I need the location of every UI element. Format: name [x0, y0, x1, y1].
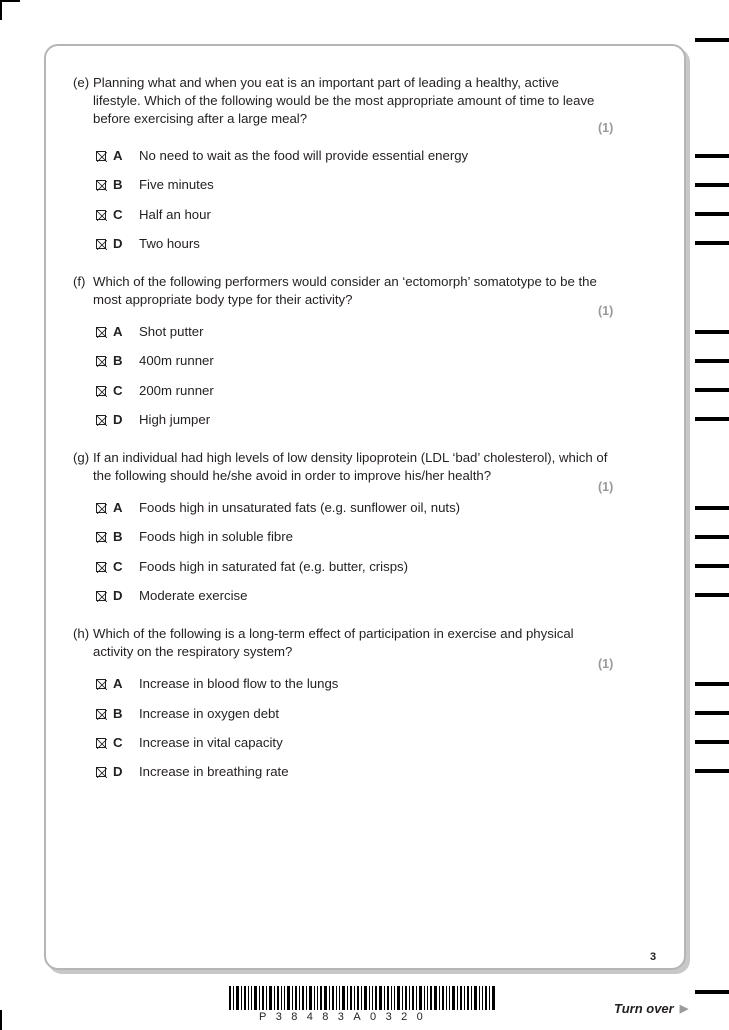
option-text: Half an hour — [139, 207, 211, 222]
question-number: (f) — [73, 274, 86, 289]
option-f-c[interactable] — [96, 382, 214, 400]
option-h-a[interactable] — [96, 675, 338, 693]
option-text: Moderate exercise — [139, 588, 248, 603]
option-text: Two hours — [139, 236, 200, 251]
checkbox[interactable] — [96, 679, 106, 689]
option-letter: C — [113, 383, 123, 398]
marks-label: (1) — [598, 657, 614, 671]
play-arrow-icon: ▶ — [679, 1003, 689, 1015]
checkbox[interactable] — [96, 415, 106, 425]
margin-tick — [695, 769, 729, 773]
option-letter: A — [113, 500, 123, 515]
option-text: 200m runner — [139, 383, 214, 398]
question-text: Which of the following performers would consider an ‘ectomorph’ somatotype to be the most appropriate body type for their activity? — [93, 274, 597, 307]
option-e-c[interactable] — [96, 206, 211, 224]
option-g-b[interactable] — [96, 528, 293, 546]
option-g-c[interactable] — [96, 558, 408, 576]
option-letter: D — [113, 588, 123, 603]
barcode-icon — [229, 986, 495, 1010]
option-text: No need to wait as the food will provide essential energy — [139, 148, 469, 163]
marks-label: (1) — [598, 304, 614, 318]
margin-tick — [695, 38, 729, 42]
marks-label: (1) — [598, 480, 614, 494]
option-g-a[interactable] — [96, 499, 460, 517]
option-f-a[interactable] — [96, 323, 204, 341]
option-letter: B — [113, 706, 123, 721]
checkbox[interactable] — [96, 180, 106, 190]
margin-tick — [695, 535, 729, 539]
option-f-d[interactable] — [96, 411, 210, 429]
option-g-d[interactable] — [96, 587, 247, 605]
option-letter: B — [113, 177, 123, 192]
question-number: (e) — [73, 75, 90, 90]
option-letter: D — [113, 236, 123, 251]
margin-tick — [695, 154, 729, 158]
margin-tick — [695, 682, 729, 686]
margin-tick — [695, 359, 729, 363]
question-g — [73, 449, 613, 485]
margin-tick — [695, 330, 729, 334]
margin-tick — [695, 740, 729, 744]
checkbox[interactable] — [96, 503, 106, 513]
turn-over — [614, 1001, 688, 1016]
option-text: Foods high in soluble fibre — [139, 529, 293, 544]
margin-tick — [695, 564, 729, 568]
margin-tick — [695, 990, 729, 994]
checkbox[interactable] — [96, 591, 106, 601]
option-e-a[interactable] — [96, 147, 468, 165]
margin-tick — [695, 506, 729, 510]
option-text: 400m runner — [139, 353, 214, 368]
option-letter: A — [113, 324, 123, 339]
margin-tick — [695, 241, 729, 245]
margin-tick — [695, 417, 729, 421]
crop-mark-top-left-vertical — [0, 0, 2, 20]
question-f — [73, 273, 603, 309]
option-h-d[interactable] — [96, 763, 289, 781]
margin-tick — [695, 183, 729, 187]
option-letter: C — [113, 559, 123, 574]
question-e — [73, 74, 603, 128]
option-letter: B — [113, 529, 123, 544]
checkbox[interactable] — [96, 532, 106, 542]
option-text: Foods high in saturated fat (e.g. butter, crisps) — [139, 559, 409, 574]
option-text: Shot putter — [139, 324, 204, 339]
option-letter: B — [113, 353, 123, 368]
margin-tick — [695, 711, 729, 715]
option-text: Five minutes — [139, 177, 214, 192]
option-e-d[interactable] — [96, 235, 200, 253]
crop-mark-bottom-left-vertical — [0, 1010, 2, 1030]
question-h — [73, 625, 603, 661]
question-text: If an individual had high levels of low density lipoprotein (LDL ‘bad’ cholesterol), which of the following should he/she avoid in order to improve his/her health? — [93, 450, 608, 483]
question-number: (g) — [73, 450, 90, 465]
checkbox[interactable] — [96, 767, 106, 777]
checkbox[interactable] — [96, 562, 106, 572]
turn-over-label: Turn over — [614, 1001, 674, 1016]
option-text: High jumper — [139, 412, 211, 427]
option-letter: A — [113, 148, 123, 163]
option-e-b[interactable] — [96, 176, 214, 194]
option-text: Increase in oxygen debt — [139, 706, 280, 721]
checkbox[interactable] — [96, 210, 106, 220]
checkbox[interactable] — [96, 327, 106, 337]
crop-mark-top-left-horizontal — [0, 0, 20, 2]
checkbox[interactable] — [96, 151, 106, 161]
option-text: Foods high in unsaturated fats (e.g. sunflower oil, nuts) — [139, 500, 461, 515]
option-f-b[interactable] — [96, 352, 214, 370]
margin-tick — [695, 593, 729, 597]
option-text: Increase in blood flow to the lungs — [139, 676, 339, 691]
option-text: Increase in breathing rate — [139, 764, 289, 779]
question-number: (h) — [73, 626, 90, 641]
checkbox[interactable] — [96, 709, 106, 719]
question-text: Which of the following is a long-term effect of participation in exercise and physical activity on the respiratory system? — [93, 626, 574, 659]
option-text: Increase in vital capacity — [139, 735, 283, 750]
option-letter: C — [113, 207, 123, 222]
checkbox[interactable] — [96, 356, 106, 366]
option-h-c[interactable] — [96, 734, 283, 752]
page-number: 3 — [650, 951, 657, 963]
option-letter: D — [113, 412, 123, 427]
option-h-b[interactable] — [96, 705, 279, 723]
option-letter: D — [113, 764, 123, 779]
checkbox[interactable] — [96, 738, 106, 748]
checkbox[interactable] — [96, 239, 106, 249]
barcode-text: P38483A0320 — [259, 1011, 433, 1023]
option-letter: A — [113, 676, 123, 691]
checkbox[interactable] — [96, 386, 106, 396]
option-letter: C — [113, 735, 123, 750]
marks-label: (1) — [598, 121, 614, 135]
margin-tick — [695, 212, 729, 216]
question-text: Planning what and when you eat is an important part of leading a healthy, active lifestyle. Which of the following would be the most appropriate amount of time to leave before exercising after a large meal? — [93, 75, 595, 126]
margin-tick — [695, 388, 729, 392]
